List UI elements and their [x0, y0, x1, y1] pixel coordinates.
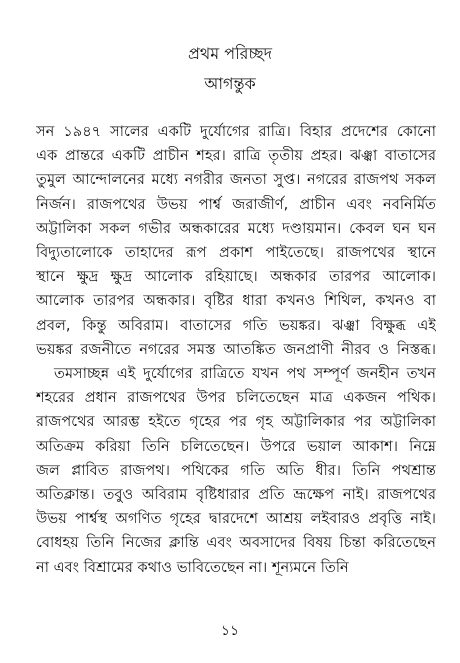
- text-line: অতিক্লান্ত। তবুও অবিরাম বৃষ্টিধারার প্রতি ভ্রূক্ষেপ নাই। রাজপথের: [36, 486, 436, 504]
- text-line: রাজপথের আরম্ভ হইতে গৃহের পর গৃহ অট্টালিকার পর অট্টালিকা: [36, 413, 436, 431]
- text-line: বোধহয় তিনি নিজের ক্লান্তি এবং অবসাদের বিষয় চিন্তা করিতেছেন: [36, 534, 436, 552]
- text-line: নির্জন। রাজপথের উভয় পার্শ্ব জরাজীর্ণ, প্রাচীন এবং নবনির্মিত: [36, 195, 436, 213]
- text-line: উভয় পার্শ্বস্থ অগণিত গৃহের দ্বারদেশে আশ্রয় লইবারও প্রবৃত্তি নাই।: [36, 510, 436, 528]
- text-line: প্রবল, কিন্তু অবিরাম। বাতাসের গতি ভয়ঙ্কর। ঝঞ্ঝা বিক্ষুব্ধ এই: [36, 316, 436, 334]
- chapter-number: প্রথম পরিচ্ছদ: [187, 44, 273, 63]
- text-line: জল প্লাবিত রাজপথ। পথিকের গতি অতি ধীর। তিনি পথশ্রান্ত: [36, 461, 436, 479]
- text-line: অট্টালিকা সকল গভীর অন্ধকারের মধ্যে দণ্ডায়মান। কেবল ঘন ঘন: [36, 219, 436, 237]
- text-line: তুমুল আন্দোলনের মধ্যে নগরীর জনতা সুপ্ত। নগরের রাজপথ সকল: [36, 171, 436, 189]
- page-number: ১১: [220, 623, 240, 639]
- chapter-title: আগন্তুক: [204, 74, 256, 93]
- text-line: সন ১৯৪৭ সালের একটি দুর্যোগের রাত্রি। বিহার প্রদেশের কোনো: [36, 123, 436, 140]
- text-line: না এবং বিশ্রামের কথাও ভাবিতেছেন না। শূন্যমনে তিনি: [36, 558, 349, 576]
- paragraph-2: [36, 362, 436, 580]
- text-line: ভয়ঙ্কর রজনীতে নগরের সমস্ত আতঙ্কিত জনপ্রাণী নীরব ও নিস্তব্ধ।: [36, 340, 436, 358]
- text-line: স্থানে ক্ষুদ্র ক্ষুদ্র আলোক রহিয়াছে। অন্ধকার তারপর আলোক।: [36, 268, 436, 286]
- text-line: বিদ্যুতালোকে তাহাদের রূপ প্রকাশ পাইতেছে। রাজপথের স্থানে: [36, 244, 436, 262]
- text-line: শহরের প্রধান রাজপথের উপর চলিতেছেন মাত্র একজন পথিক।: [36, 389, 436, 407]
- paragraph-1: [36, 120, 436, 362]
- text-line: এক প্রান্তরে একটি প্রাচীন শহর। রাত্রি তৃতীয় প্রহর। ঝঞ্ঝা বাতাসের: [36, 147, 436, 165]
- text-line: অতিক্রম করিয়া তিনি চলিতেছেন। উপরে ভয়াল আকাশ। নিম্নে: [36, 437, 436, 455]
- text-line: আলোক তারপর অন্ধকার। বৃষ্টির ধারা কখনও শিথিল, কখনও বা: [36, 292, 436, 310]
- body-text: [36, 120, 436, 580]
- text-line: তমসাচ্ছন্ন এই দুর্যোগের রাত্রিতে যখন পথ সম্পূর্ণ জনহীন তখন: [54, 365, 436, 383]
